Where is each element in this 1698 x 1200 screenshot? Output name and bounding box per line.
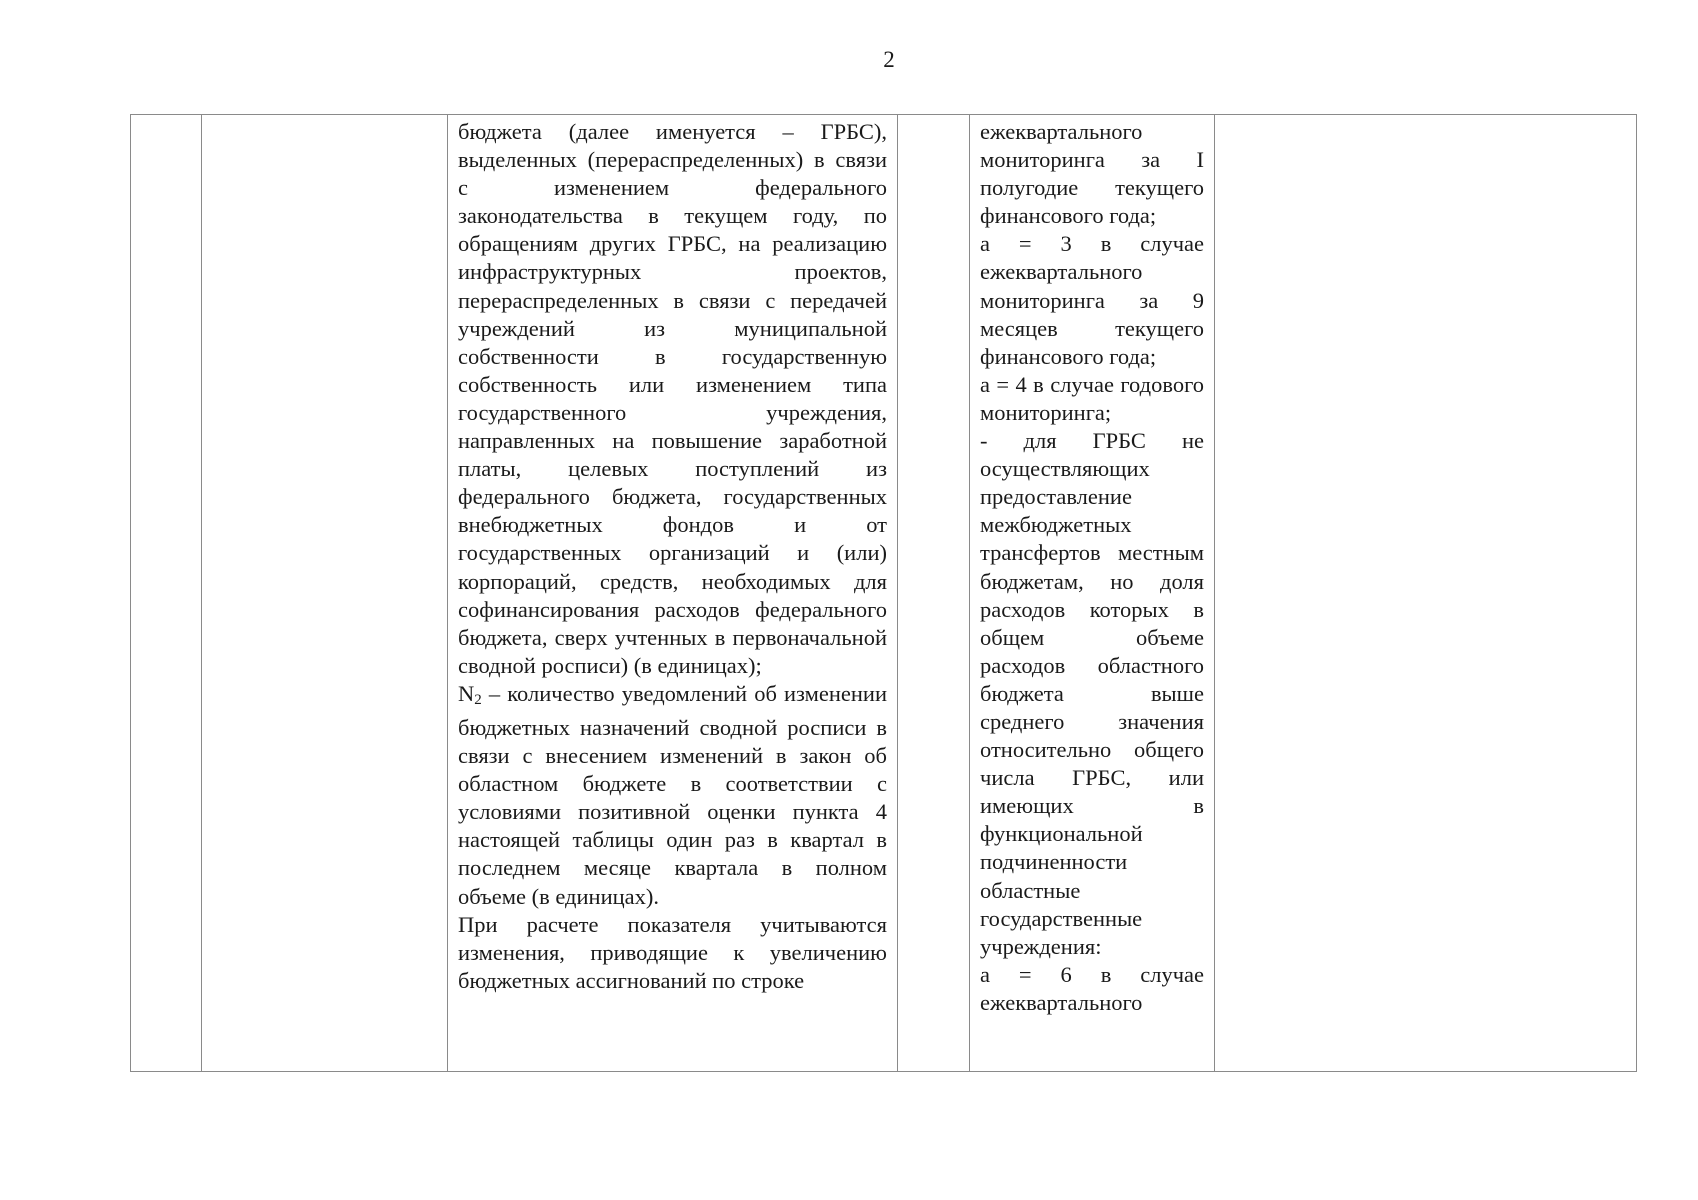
cell-weight-coefficients xyxy=(970,115,1215,1072)
n2-definition: – количество уведомлений об изменении бюджетных назначений сводной росписи в связи с внесением изменений в закон об областном бюджете в соответствии с условиями позитивной оценки пункта 4 настоящей таблицы один раз в квартал в последнем месяце квартала в полном объеме (в единицах). xyxy=(458,680,887,909)
page-number: 2 xyxy=(883,47,895,72)
n2-symbol: N xyxy=(458,680,475,706)
paragraph-annual: а = 4 в случае годового мониторинга; xyxy=(980,371,1204,425)
cell-unit xyxy=(898,115,970,1072)
formula-description-text xyxy=(448,115,897,995)
paragraph-n2 xyxy=(458,680,887,911)
paragraph-half-year: ежеквартального мониторинга за I полугодие текущего финансового года; xyxy=(980,119,1204,229)
paragraph-nine-months: а = 3 в случае ежеквартального мониторинга за 9 месяцев текущего финансового года; xyxy=(980,231,1204,369)
paragraph-appropriations: бюджета (далее именуется – ГРБС), выделенных (перераспределенных) в связи с изменением федерального законодательства в текущем году, по обращениям других ГРБС, на реализацию инфраструктурных проектов, перераспределенных в связи с передачей учреждений из муниципальной собственности в государственную собственность или изменением типа государственного учреждения, направленных на повышение заработной платы, целевых поступлений из федерального бюджета, государственных внебюджетных фондов и от государственных организаций и (или) корпораций, средств, необходимых для софинансирования расходов федерального бюджета, сверх учтенных в первоначальной сводной росписи) (в единицах); xyxy=(458,119,887,678)
cell-notes xyxy=(1215,115,1637,1072)
table-row xyxy=(131,115,1637,1072)
n2-subscript: 2 xyxy=(474,691,482,708)
weight-coefficients-text xyxy=(970,115,1214,1017)
paragraph-calculation-note: При расчете показателя учитываются изменения, приводящие к увеличению бюджетных ассигнований по строке xyxy=(458,911,887,993)
paragraph-quarterly: а = 6 в случае ежеквартального xyxy=(980,961,1204,1015)
cell-formula-description xyxy=(448,115,898,1072)
paragraph-grbs-condition: - для ГРБС не осуществляющих предоставление межбюджетных трансфертов местным бюджетам, но доля расходов которых в общем объеме расходов областного бюджета выше среднего значения относительно общего числа ГРБС, или имеющих в функциональной подчиненности областные государственные учреждения: xyxy=(980,428,1204,959)
cell-indicator-name xyxy=(202,115,448,1072)
criteria-table xyxy=(130,114,1637,1072)
cell-number xyxy=(131,115,202,1072)
